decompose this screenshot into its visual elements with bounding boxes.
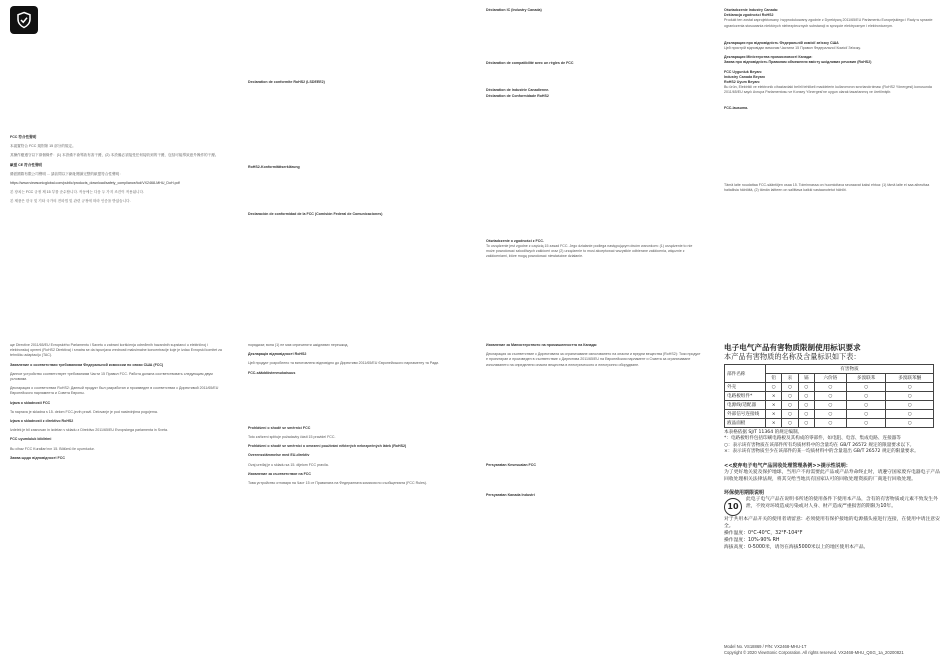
col2-heading: Declaración de conformidad de la FCC (Comisión Federal de Comunicaciones) [248,212,383,217]
table-row [725,383,934,392]
rohs-note-line: ○：表示该有害物质在该部件所有均质材料中的含量均在 GB/T 26572 规定的限量要求以下。 [724,442,915,448]
rohs-mark: ○ [814,410,846,419]
col1b-text: Izdelek je bil zasnovan in izdelan v skladu z Direktivo 2011/65/EU Evropskega parlamenta in Sveta. [10,428,168,433]
col3b-heading: Persyaratan Kesesuaian FCC [486,462,536,467]
col4-heading: Industry Canada Beyanı [724,74,765,79]
col2b-text: Това устройство отговаря на Част 15 от Правилата на Федералната комисия по съобщенията (FCC Rules). [248,481,427,486]
env-spec: 操作湿度：10%-90% RH [724,537,780,543]
rohs-header-part: 部件名称 [725,365,766,383]
col2-heading: Declaration de conformite RoHS2 (LSDEEE2) [248,80,325,84]
col4-heading: FCC Uygunluk Beyanı [724,69,762,74]
col1-text: 優派國際有限公司聲明 ... 請訪問以下網址閱讀完整的歐盟符合性聲明： [10,171,123,176]
viewsonic-shield-logo [10,6,38,34]
rohs-mark: ○ [814,383,846,392]
rohs-mark: ○ [766,383,782,392]
col2b-heading: FCC-sääddöstenmukaisuus [248,370,296,375]
col4-heading: Декларация про відповідність Федеральній комісії зв'язку США [724,40,839,45]
rohs-part-name: 液晶面板 [725,419,766,428]
recycle-heading: <<废弃电子电气产品回收处理管理条例>>提示性说明： [724,462,851,469]
col1b-heading: Izjava o skladnosti FCC [10,400,51,405]
col4-heading: Deklaracja zgodności RoHS2 [724,13,774,18]
col4-heading: Oświadczenie Industry Canada: [724,8,779,12]
rohs-mark: ○ [846,392,886,401]
rohs-mark: ○ [798,419,814,428]
rohs-part-name: 电路板组件* [725,392,766,401]
col3b-text: Декларация за съответствие с Директивата за ограничаване използването на опасни и вредни вещества (RoHS2): Този продукт е проектиран и произведен в съответствие с Директива 2011/65/EU на Европейския парламент и Съвета за ограничаване използването на определени опасни вещества в електрическото и електронно оборудване. [486,352,701,367]
col2b-heading: Изявление за съответствие на FCC [248,471,311,476]
col4-heading: Заява про відповідність Правилам обмеження вмісту шкідливих речовин (RoHS2) [724,60,872,65]
rohs-mark: ○ [846,401,886,410]
col3-heading: Déclaration de Conformidade RoHS2 [486,93,549,98]
rohs-note-line: *：电路板组件包括印刷电路板及其构成的零部件，如电阻、电容、集成电路、连接器等 [724,436,901,442]
col1-text: 其操作應遵守以下兩個條件：(1) 本設備不會導致有害干擾，(2) 本設備必須接受任何接收到的干擾，包括可能導致意外操作的干擾。 [10,153,219,158]
table-row [725,419,934,428]
rohs-mark: × [766,392,782,401]
rohs-substance: 铅 [766,374,782,383]
rohs-mark: ○ [886,419,934,428]
col2b-text: порядком; вона (1) не має спричиняти шкідливих перешкод. [248,343,349,347]
rohs-title: 电子电气产品有害物质限制使用标识要求 [724,343,861,352]
rohs-mark: ○ [886,410,934,419]
col1-text: 본 제품은 한국 및 기타 국가의 전파법 및 관련 규정에 따라 인증을 받았습니다. [10,199,131,204]
col1b-heading: FCC uyumluluk bildirimi [10,437,52,442]
column3-bottom [486,343,701,502]
col4-text: Цей пристрій відповідає вимогам Частини 15 Правил Федеральної Комісії Зв'язку. [724,46,861,51]
col2b-text: Ovaj uređaj je u skladu sa 15. dijelom FCC pravila. [248,462,329,467]
col2b-heading: Prohlášení o shodě se směrnicí FCC [248,425,311,430]
env-spec: 海拔高度：0-5000米，请勿在海拔5000米以上的地区使用本产品。 [724,544,869,550]
copyright: Copyright © 2020 ViewSonic Corporation. All rights reserved. VX2468-MHU_QSG_1a_20200821 [724,649,904,655]
rohs-mark: ○ [782,419,798,428]
table-row [725,410,934,419]
notice-text: 对于共用本产品开关的使用者请留意：必须使用有保护接地的电源插头座进行连接，在使用中请注意安全。 [724,516,940,529]
rohs-mark: ○ [798,392,814,401]
col3-heading: Déclaration IC (Industry Canada) [486,8,542,12]
rohs-note-line: ×：表示该有害物质至少在该部件的某一均质材料中的含量超出 GB/T 26572 规定的限量要求。 [724,449,919,455]
col3b-heading: Persyaratan Kanada Industri [486,493,535,498]
col3-heading: Déclaration de Industrie Canadienne. [486,88,550,93]
recycle-body: 为了更好地关爱及保护地球，当用户不再需要此产品或产品寿命终止时，请遵守国家废弃电器电子产品回收处理相关法律法规，将其交给当地具有国家认可的回收处理资质的厂商进行回收处理。 [724,469,940,482]
col2b-text: Цей продукт розроблено та виготовлено відповідно до Директиви 2011/65/EU Європейського парламенту та Ради. [248,361,440,366]
col3-heading: Déclaration de compatibilité avec un règles de FCC [486,61,574,66]
rohs-header-row [725,365,934,374]
column2-bottom [248,343,463,490]
rohs-mark: ○ [814,392,846,401]
column3-top [486,8,701,264]
rohs-substance: 多溴联苯 [846,374,886,383]
col1-heading: 歐盟 CE 符合性聲明 [10,162,43,167]
rohs-mark: × [766,401,782,410]
col2b-heading: Prohlášení o shodě se směrnicí o omezení používání některých nebezpečných látek (RoHS2) [248,444,407,449]
document-footer [724,644,940,655]
rohs-header-group: 有害物质 [766,365,934,374]
period-block [724,496,940,510]
rohs-mark: ○ [846,410,886,419]
rohs-mark: ○ [782,392,798,401]
rohs-mark: ○ [814,401,846,410]
col1b-text: Bu cihaz FCC Kuralları'nın 15. Bölümü ile uyumludur. [10,446,95,451]
col4-heading: Декларация Міністерства промисловості Канади: [724,55,813,60]
col2b-heading: Декларація відповідності RoHS2 [248,352,307,357]
period-heading: 环保使用期限说明 [724,489,765,496]
rohs-mark: × [766,410,782,419]
col1b-heading: Izjava o skladnosti z direktivo RoHS2 [10,419,74,424]
rohs-part-name: 外部信号连接线 [725,410,766,419]
col1b-text: Данное устройство соответствует требованиям Части 15 Правил FCC. Работа должна соответствовать следующим двум условиям. [10,371,213,382]
period-body: 此电子电气产品在说明书所述的使用条件下使用本产品，含有的有害物质或元素不致发生外泄，不致对环境造成污染或对人身、财产造成严重损害的期限为10年。 [746,496,938,509]
col2-heading: RoHS2-Konformitätserklärung [248,165,300,170]
col2b-text: Toto zařízení splňuje požadavky části 15 pravidel FCC. [248,435,336,440]
rohs-mark: × [766,419,782,428]
china-rohs-section [724,343,940,551]
col4-heading: FCC-lausuma. [724,105,749,110]
col4-heading: RoHS2 Uyum Beyanı [724,80,760,85]
rohs-substance: 汞 [782,374,798,383]
rohs-substance: 多溴联苯醚 [886,374,934,383]
rohs-mark: ○ [886,401,934,410]
model-number: Model No. VS18869 / P/N: VX2468-MHU-1T [724,644,807,649]
col3b-heading: Изявление за Министерството на промишлеността на Канада: [486,343,598,347]
rohs-mark: ○ [798,401,814,410]
col1-heading: FCC 符合性聲明 [10,135,37,139]
col4-text: Produkt ten został zaprojektowany i wyprodukowany zgodnie z Dyrektywą 2011/65/EU Parlamentu Europejskiego i Rady w sprawie ograniczenia stosowania niektórych niebezpiecznych substancji w sprzęcie elektrycznym i elektronicznym. [724,18,933,28]
rohs-mark: ○ [846,383,886,392]
shield-check-icon [15,11,33,29]
rohs-mark: ○ [782,410,798,419]
rohs-mark: ○ [782,401,798,410]
column1-top [10,135,225,209]
col3-text: To urządzenie jest zgodne z częścią 15 zasad FCC. Jego działanie podlega następującym dwóm warunkom: (1) urządzenie to nie może powodować szkodliwych zakłóceń oraz (2) urządzenie to musi akceptować wszystkie odbierane zakłócenia, włącznie z zakłóceniami, które mogą powodować niewłaściwe działanie. [486,244,693,259]
rohs-substance: 镉 [798,374,814,383]
col4-text: Tämä laite noudattaa FCC-sääntöjen osaa 15. Toiminnassa on huomioitava seuraavat kaksi ehtoa: (1) tämä laite ei saa aiheuttaa haitallisia häiriöitä, (2) tämän laitteen on sallittava kaikki vastaanotetut häiriöt. [724,182,930,193]
col1b-text: Декларация о соответствии RoHS2: Данный продукт был разработан и произведен в соответствии с Директивой 2011/65/EU Европейского парламента и Совета Европы. [10,386,219,396]
rohs-part-name: 电源线/适配器 [725,401,766,410]
col1-text: 本裝置符合 FCC 規則第 15 部分的規定。 [10,144,76,149]
col1b-heading: Заява щодо відповідності FCC [10,455,65,460]
rohs-mark: ○ [846,419,886,428]
table-row [725,401,934,410]
rohs-subtitle: 本产品有害物质的名称及含量标识如下表： [724,352,861,361]
col1b-text: Ta naprava je skladna s 15. delom FCC-jevih pravil. Delovanje je pod naslednjima pogojema. [10,409,158,414]
col1b-text: ще Directive 2011/65/EU Evropského Parlamentu i Savetu o zabrani korišćenja određenih hazardnih supstanci u električnoj i elektronskoj opremi (RoHS2 Direktiva) i smatra se da ispunjava vrednosti maksimalne koncentracije koje je izdao Evropski komitet za tehničku adaptaciju (TAC). [10,343,222,358]
col1-link: https://www.viewsonicglobal.com/public/products_download/safety_compliance/lcd/VX2468-MHU_DoH.pdf [10,181,180,186]
rohs-mark: ○ [798,410,814,419]
column4-top [724,8,940,197]
rohs-note [724,430,940,456]
rohs-mark: ○ [798,383,814,392]
env-spec: 操作温度：0°C-40°C，32°F-104°F [724,530,803,536]
column1-bottom [10,343,225,465]
epup-10-icon: 10 [724,498,742,516]
col1-text: 본 장치는 FCC 규정 제 15 부를 준수합니다. 작동에는 다음 두 가지 조건이 적용됩니다. [10,190,144,195]
rohs-mark: ○ [782,383,798,392]
rohs-table [724,364,934,428]
rohs-note-line: 本表格依据 SJ/T 11364 的规定编制。 [724,430,803,435]
table-row [725,392,934,401]
col1b-heading: Заявление о соответствии требованиям Федеральной комиссии по связи США (FCC) [10,362,164,367]
rohs-mark: ○ [886,383,934,392]
rohs-part-name: 外壳 [725,383,766,392]
column2-top [248,80,463,222]
rohs-mark: ○ [814,419,846,428]
col3-heading: Oświadczenie o zgodności z FCC. [486,238,544,243]
col4-text: Bu ürün, Elektrikli ve elektronik cihazlardaki belirli tehlikeli maddelerin kullanımının sınırlandırılması (RoHS2 Yönergesi) konusunda 2011/65/EU sayılı Avrupa Parlamentosu ve Konsey Yönergesi'ne uygun olarak tasarlanmış ve üretilmiştir. [724,85,932,95]
rohs-mark: ○ [886,392,934,401]
rohs-substance: 六价铬 [814,374,846,383]
col2b-heading: Overensstämmelse med EU-direktiv [248,453,310,458]
